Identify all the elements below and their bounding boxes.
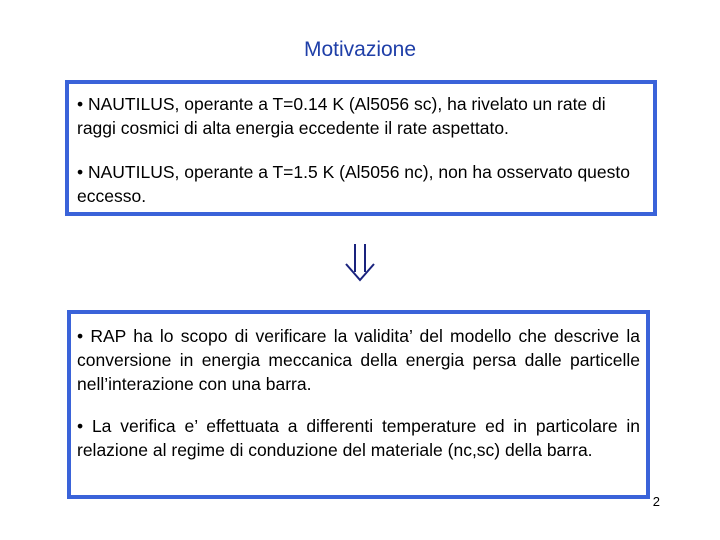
double-down-arrow-icon [340,242,380,282]
bullet-nautilus-nc: • NAUTILUS, operante a T=1.5 K (Al5056 nc), non ha osservato questo eccesso. [77,162,630,206]
bullet-nautilus-sc: • NAUTILUS, operante a T=0.14 K (Al5056 sc), ha rivelato un rate di raggi cosmici di alta energia eccedente il rate aspettato. [77,94,606,138]
bullet-verification: • La verifica e’ effettuata a differenti temperature ed in particolare in relazione al regime di conduzione del materiale (nc,sc) della barra. [77,416,640,460]
bullet-rap-purpose: • RAP ha lo scopo di verificare la validita’ del modello che descrive la conversione in energia meccanica della energia persa dalle particelle nell’interazione con una barra. [77,326,640,394]
slide-title: Motivazione [303,38,417,61]
purpose-box [67,310,650,499]
page-number: 2 [652,494,660,509]
observation-box [65,80,657,216]
